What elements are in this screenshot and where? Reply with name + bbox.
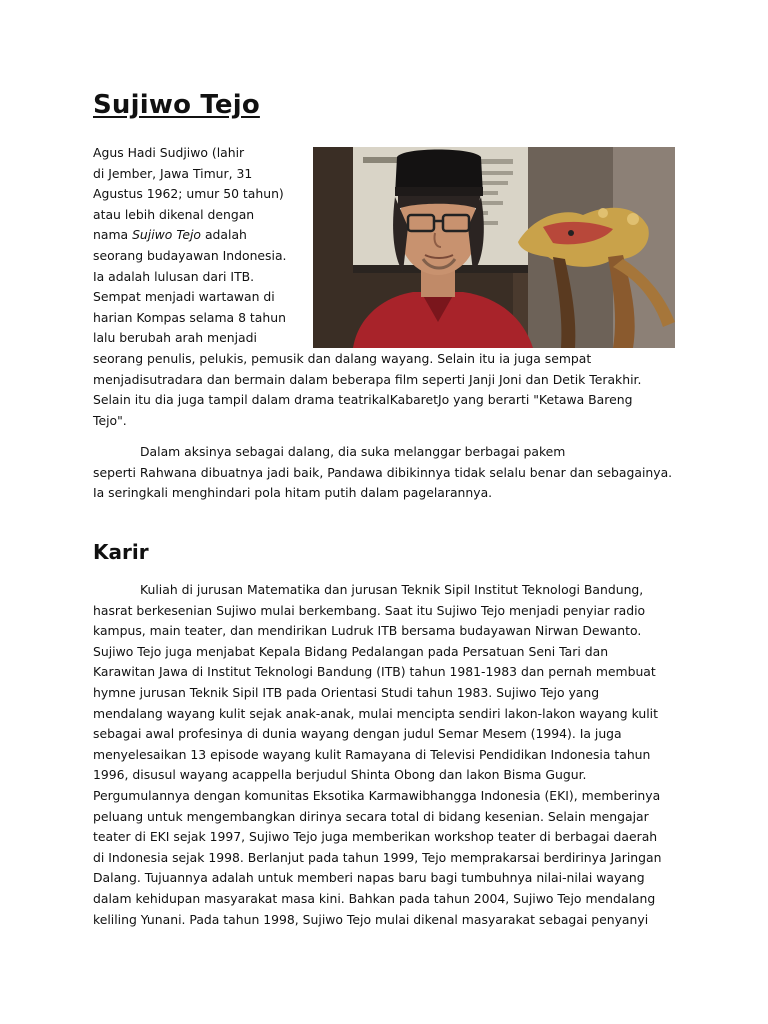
text-line: Ia seringkali menghindari pola hitam putih dalam pagelarannya. [93,485,493,501]
text-line: Dalam aksinya sebagai dalang, dia suka melanggar berbagai pakem [140,444,566,459]
text-line: seperti Rahwana dibuatnya jadi baik, Pandawa dibikinnya tidak selalu benar dan sebagainya. [93,464,673,480]
text-line: peluang untuk mengembangkan dirinya secara total di bidang kesenian. Selain mengajar [93,808,649,824]
text-line: Kuliah di jurusan Matematika dan jurusan Teknik Sipil Institut Teknologi Bandung, [140,582,644,597]
text-line: Karawitan Jawa di Institut Teknologi Bandung (ITB) tahun 1981-1983 dan pernah membuat [93,664,656,680]
text-line: Pergumulannya dengan komunitas Eksotika Karmawibhangga Indonesia (EKI), memberinya [93,787,661,803]
text-span: adalah [201,227,247,243]
text-line: Dalang. Tujuannya adalah untuk memberi napas baru bagi tumbuhnya nilai-nilai wayang [93,870,645,886]
text-span: nama [93,227,133,243]
paragraph-karir [93,580,678,930]
text-line-with-name [93,225,308,246]
text-line: seorang budayawan Indonesia. [93,247,287,263]
italic-name: Sujiwo Tejo [132,227,202,243]
portrait-photo [313,147,675,348]
page-title: Sujiwo Tejo [93,90,260,120]
paragraph-dalang [93,442,683,504]
text-line: Sempat menjadi wartawan di [93,289,275,305]
text-line: di Indonesia sejak 1998. Berlanjut pada tahun 1999, Tejo memprakarsai berdirinya Jaringan [93,849,662,865]
text-line: harian Kompas selama 8 tahun [93,309,286,325]
text-line: kampus, main teater, dan mendirikan Ludruk ITB bersama budayawan Nirwan Dewanto. [93,623,642,639]
text-line: Selain itu dia juga tampil dalam drama teatrikalKabaretJo yang berarti "Ketawa Bareng [93,392,633,408]
portrait-photo-illustration [313,147,675,348]
text-line: atau lebih dikenal dengan [93,206,255,222]
section-heading-karir: Karir [93,540,149,564]
text-line: menyelesaikan 13 episode wayang kulit Ramayana di Televisi Pendidikan Indonesia tahun [93,746,651,762]
text-line: Ia adalah lulusan dari ITB. [93,268,255,284]
text-line: Agustus 1962; umur 50 tahun) [93,186,284,202]
text-line: hasrat berkesenian Sujiwo mulai berkembang. Saat itu Sujiwo Tejo menjadi penyiar radio [93,602,646,618]
text-line: Sujiwo Tejo juga menjabat Kepala Bidang Pedalangan pada Persatuan Seni Tari dan [93,643,609,659]
text-line: keliling Yunani. Pada tahun 1998, Sujiwo Tejo mulai dikenal masyarakat sebagai penyanyi [93,911,649,927]
text-line: hymne jurusan Teknik Sipil ITB pada Orientasi Studi tahun 1983. Sujiwo Tejo yang [93,684,600,700]
text-line: dalam kehidupan masyarakat masa kini. Bahkan pada tahun 2004, Sujiwo Tejo mendalang [93,890,656,906]
text-line: mendalang wayang kulit sejak anak-anak, mulai mencipta sendiri lakon-lakon wayang kulit [93,705,658,721]
intro-paragraph-wrapped [93,143,308,349]
text-line: sebagai awal profesinya di dunia wayang dengan judul Semar Mesem (1994). Ia juga [93,726,622,742]
text-line: di Jember, Jawa Timur, 31 [93,165,253,181]
text-line: Agus Hadi Sudjiwo (lahir [93,145,245,160]
text-line: teater di EKI sejak 1997, Sujiwo Tejo juga memberikan workshop teater di berbagai daerah [93,829,658,845]
text-line: seorang penulis, pelukis, pemusik dan dalang wayang. Selain itu ia juga sempat [93,351,592,366]
text-line: menjadisutradara dan bermain dalam beberapa film seperti Janji Joni dan Detik Terakhir. [93,371,642,387]
text-line: Tejo". [93,412,127,428]
intro-paragraph-full [93,349,678,431]
text-line: lalu berubah arah menjadi [93,330,257,346]
text-line: 1996, disusul wayang acappella berjudul Shinta Obong dan lakon Bisma Gugur. [93,767,587,783]
